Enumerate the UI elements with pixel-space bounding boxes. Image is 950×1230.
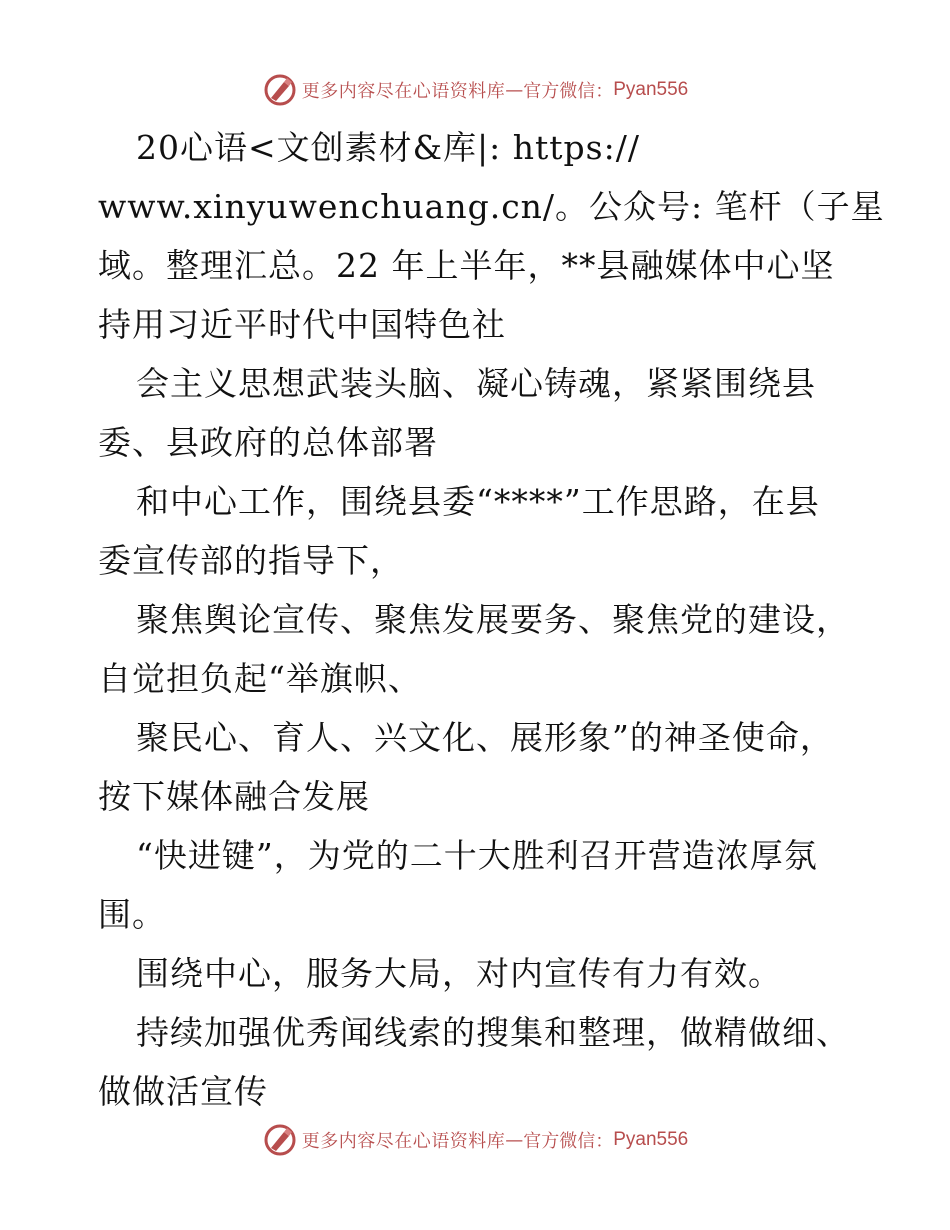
body-line: 持用习近平时代中国特色社 — [98, 305, 506, 344]
banner-separator: — — [505, 1129, 524, 1151]
body-line: 围。 — [98, 895, 166, 934]
body-line: 聚焦舆论宣传、聚焦发展要务、聚焦党的建设， — [136, 600, 850, 639]
banner-separator: — — [505, 79, 524, 101]
banner-text: 更多内容尽在心语资料库 — [301, 1131, 506, 1152]
body-line: 和中心工作，围绕县委“****”工作思路，在县 — [136, 482, 820, 521]
pen-logo-icon — [262, 72, 298, 108]
body-line: 域。整理汇总。22 年上半年，**县融媒体中心坚 — [98, 246, 835, 285]
pen-logo-icon — [262, 1122, 298, 1158]
body-line: 做做活宣传 — [98, 1072, 268, 1111]
header-watermark-banner — [0, 72, 950, 108]
body-line: 委宣传部的指导下， — [98, 541, 404, 580]
body-line: 聚民心、育人、兴文化、展形象”的神圣使命， — [136, 718, 834, 757]
body-line: 20心语<文创素材&库|: https:// — [136, 128, 640, 167]
body-line: “快进键”，为党的二十大胜利召开营造浓厚氛 — [136, 836, 818, 875]
banner-contact-label: 官方微信： — [523, 81, 614, 102]
body-line: 持续加强优秀闻线索的搜集和整理，做精做细、 — [136, 1013, 850, 1052]
body-line: 按下媒体融合发展 — [98, 777, 370, 816]
document-body — [98, 118, 885, 1121]
banner-wechat-handle: Pyan556 — [613, 1129, 689, 1150]
body-line: 围绕中心，服务大局，对内宣传有力有效。 — [136, 954, 782, 993]
body-line: 会主义思想武装头脑、凝心铸魂，紧紧围绕县 — [136, 364, 816, 403]
banner-text: 更多内容尽在心语资料库 — [301, 81, 506, 102]
banner-contact-label: 官方微信： — [523, 1131, 614, 1152]
body-line: www.xinyuwenchuang.cn/。公众号: 笔杆（子星 — [98, 187, 885, 226]
body-line: 委、县政府的总体部署 — [98, 423, 438, 462]
banner-wechat-handle: Pyan556 — [613, 79, 689, 100]
footer-watermark-banner — [0, 1122, 950, 1158]
body-line: 自觉担负起“举旗帜、 — [98, 659, 422, 698]
